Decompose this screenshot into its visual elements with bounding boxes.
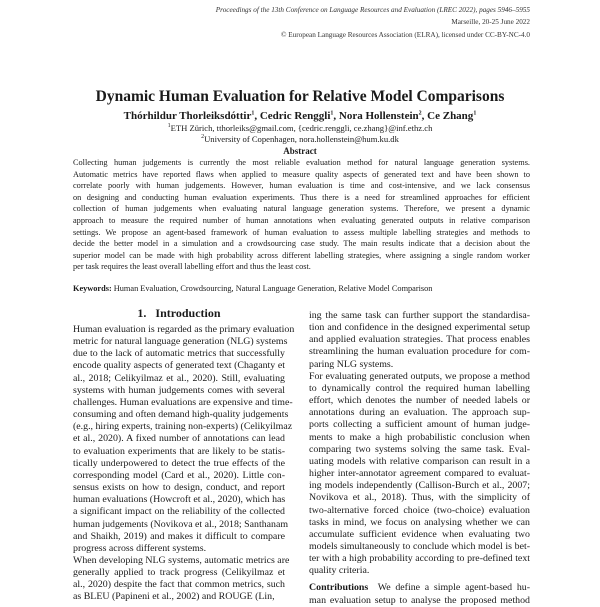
text-line: and applied evaluation strategies. That process enables <box>309 334 530 346</box>
author-sup: 1 <box>473 110 477 117</box>
text-line: sensus exists on how to design, conduct, and report <box>73 482 285 494</box>
affiliation <box>0 123 600 133</box>
section-number: 1. <box>137 306 147 320</box>
abstract-body <box>73 157 530 273</box>
text-line: encode quality aspects of generated text (Chaganty et <box>73 360 285 372</box>
text-line: two-alternative forced choice (two-choice) evaluation <box>309 504 530 516</box>
text-line: a significant impact on the reliability of the collected <box>73 506 285 518</box>
text-line: tion and confidence in the designed experimental setup <box>309 322 530 334</box>
author: Nora Hollenstein <box>338 110 419 122</box>
text-line: superior model can be made with high probability across different labelling strategies, where assigning a single random worker <box>73 250 530 260</box>
text-line: progress across different systems. <box>73 542 207 554</box>
text-line: challenges. Human evaluations are expensive and time- <box>73 396 293 408</box>
text-line: accumulate sufficient evidence when evaluating two <box>309 528 530 540</box>
text-line: ing the same task can further support the standardisa- <box>309 310 530 321</box>
text-line: (e.g., hiring experts, training non-experts) (Celikyilmaz <box>73 421 293 433</box>
contributions-label: Contributions <box>309 582 369 594</box>
text-line: on designing and conducting human evaluation experiments. Thus there is a need for streamlined approaches for efficient <box>73 192 530 202</box>
text-line: effort, which denotes the number of needed labels or <box>309 395 530 407</box>
aff-sup: 1 <box>167 123 171 130</box>
text-line: tically underpowered to detect the true effects of the <box>73 457 285 469</box>
text-line: to dynamically control the required human labelling <box>309 382 530 394</box>
author: Ce Zhang <box>427 110 474 122</box>
left-column <box>73 324 295 604</box>
affiliation <box>0 134 600 144</box>
contributions-paragraph <box>309 582 530 606</box>
text-line: ments to make a high probabilistic conclusion when <box>309 431 530 443</box>
text-line: models simultaneously to conclude which model is bet- <box>309 540 530 552</box>
text-line: consuming and often demand high-quality judgements <box>73 409 289 421</box>
text-line: ports collecting a sufficient amount of human judge- <box>309 419 530 431</box>
text-line: due to the lack of automatic metrics that successfully <box>73 348 285 360</box>
text-line: human judgements (Novikova et al., 2018; Santhanam <box>73 518 289 530</box>
author-sup: 1 <box>330 110 334 117</box>
aff-text: University of Copenhagen, nora.hollenstein@hum.ku.dk <box>204 134 399 144</box>
author-sup: 2 <box>418 110 422 117</box>
abstract-heading: Abstract <box>283 146 317 156</box>
text-line: al., 2020) despite the fact that common metrics, such <box>73 579 285 591</box>
text-line: ing models independently (Callison-Burch et al., 2007; <box>309 480 530 492</box>
text-line: annotations during an evaluation. The approach sup- <box>309 407 530 419</box>
text-line: When developing NLG systems, automatic metrics are <box>73 554 290 566</box>
text-line: decide the better model in a simulation and a crowdsourcing case study. The main results indicate that a decision about the <box>73 239 530 249</box>
keywords <box>73 284 432 293</box>
text-line: paring NLG systems. <box>309 358 394 370</box>
author-list: Thórhildur Thorleiksdóttir$^1$, Cedric Renggli$^1$, Nora Hollenstein$^2$, Ce Zhang$^1$ <box>123 110 477 122</box>
text-line: settings. We propose an agent-based framework of human evaluation to assess multiple labelling strategies and methods to <box>73 227 530 237</box>
contributions-text: We define a simple agent-based hu- <box>368 582 530 594</box>
keywords-label: Keywords: <box>73 284 112 293</box>
section-heading <box>73 306 285 321</box>
text-line: human evaluations (Howcroft et al., 2020), which has <box>73 494 286 506</box>
text-line: correlate poorly with human judgements. However, human evaluation is time and cost-intensive, and we lack consensus <box>73 181 530 191</box>
text-line: systems with human judgements comes with several <box>73 384 285 396</box>
text-line: et al., 2020). A fixed number of annotations can lead <box>73 433 285 445</box>
license-line: © European Language Resources Association (ELRA), licensed under CC-BY-NC-4.0 <box>281 30 530 39</box>
text-line: per task requires the least overall labelling effort and thus the least cost. <box>73 262 311 272</box>
paragraph <box>309 371 530 578</box>
author: Cedric Renggli <box>259 110 331 122</box>
location-line: Marseille, 20-25 June 2022 <box>451 18 530 27</box>
text-line: streamlining the human evaluation procedure for com- <box>309 346 530 358</box>
proceedings-header <box>216 4 530 41</box>
text-line: ter with a high probability according to pre-defined text <box>309 553 530 565</box>
text-line: tasks in mind, we focus on analysing whether we can <box>309 516 530 528</box>
text-line: generally applied to track progress (Celikyilmaz et <box>73 567 285 579</box>
author-sup: 1 <box>251 110 255 117</box>
paragraph <box>309 310 530 371</box>
text-line: corresponding model (Card et al., 2020). Little con- <box>73 469 285 481</box>
text-line: Collecting human judgements is currently the most reliable evaluation method for natural language generation systems. <box>73 158 530 167</box>
text-line <box>309 582 530 594</box>
proceedings-line: Proceedings of the 13th Conference on Language Resources and Evaluation (LREC 2022), pages 5946–5955 <box>215 6 530 14</box>
text-line: man evaluation setup to analyse the proposed method <box>309 594 530 606</box>
paragraph <box>73 324 295 555</box>
text-line: higher inter-annotator agreement compared to evaluat- <box>309 468 530 480</box>
keywords-text: Human Evaluation, Crowdsourcing, Natural Language Generation, Relative Model Comparison <box>113 284 433 293</box>
text-line: uating models with relative comparison can result in a <box>309 455 530 467</box>
text-line: metric for natural language generation (NLG) systems <box>73 336 288 348</box>
aff-sup: 2 <box>201 134 205 141</box>
text-line: Automatic metrics have reported flaws when applied to measure quality aspects of generated text and have been shown to <box>73 169 530 179</box>
text-line: For evaluating generated outputs, we propose a method <box>309 370 530 382</box>
text-line: Novikova et al., 2018). Thus, with the simplicity of <box>309 492 530 504</box>
paper-title: Dynamic Human Evaluation for Relative Model Comparisons <box>95 88 505 105</box>
author: Thórhildur Thorleiksdóttir <box>123 110 252 122</box>
text-line: quality criteria. <box>309 565 370 577</box>
aff-text: ETH Zürich, tthorleiks@gmail.com, {cedric.renggli, ce.zhang}@inf.ethz.ch <box>170 123 433 133</box>
text-line: Human evaluation is regarded as the primary evaluation <box>73 324 295 335</box>
right-column <box>309 310 530 607</box>
section-title: Introduction <box>155 306 221 320</box>
text-line: and Shaikh, 2019) and makes it difficult to compare <box>73 530 285 542</box>
text-line: to evaluation experiments that are likely to be statis- <box>73 445 285 457</box>
text-line: approach to measure the required number of human annotations when evaluating generated outputs in relative comparison <box>73 215 530 225</box>
text-line: al., 2018; Celikyilmaz et al., 2020). Still, evaluating <box>73 372 285 384</box>
paragraph <box>73 554 290 604</box>
text-line: comparing two systems solving the same task. Eval- <box>309 443 530 455</box>
text-line: as BLEU (Papineni et al., 2002) and ROUGE (Lin, <box>73 591 275 603</box>
text-line: collection of human judgements when evaluating natural language generation systems. Therefore, we present a dynamic <box>73 204 530 214</box>
